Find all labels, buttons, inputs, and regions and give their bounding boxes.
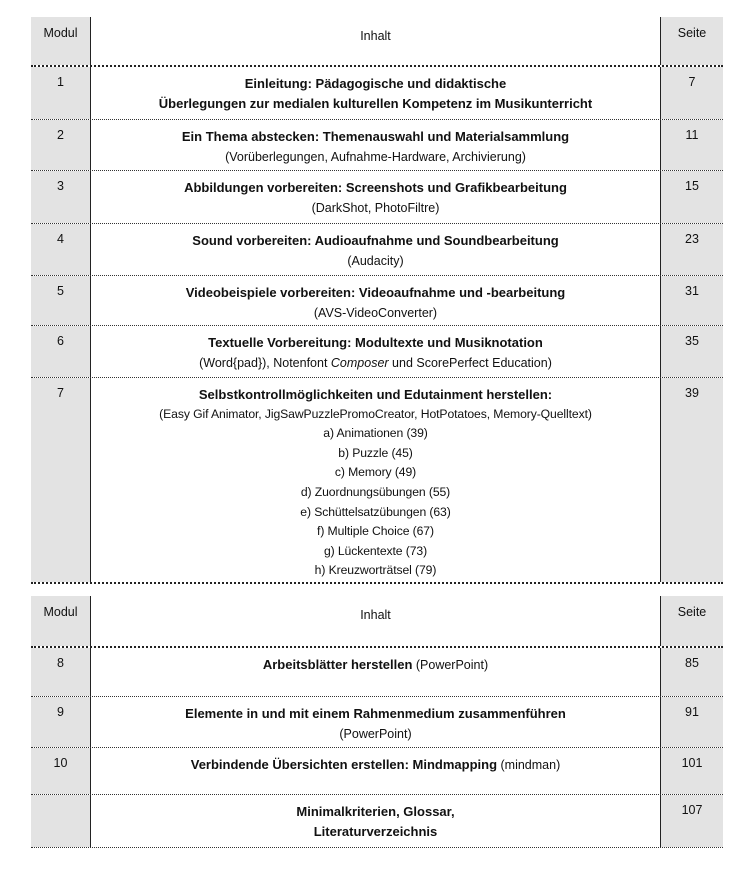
row-title: Elemente in und mit einem Rahmenmedium zusammenführen <box>185 706 566 721</box>
list-item: g) Lückentexte (73) <box>323 543 428 558</box>
row-title: Selbstkontrollmöglichkeiten und Edutainment herstellen: <box>198 387 553 402</box>
list-item: h) Kreuzworträtsel (79) <box>314 563 437 578</box>
modul-number: 7 <box>31 378 91 582</box>
row-title-line <box>91 755 660 775</box>
row-content <box>91 67 660 119</box>
modul-number: 2 <box>31 120 91 170</box>
row-subtitle <box>91 353 660 373</box>
modul-number: 3 <box>31 171 91 223</box>
row-title: Sound vorbereiten: Audioaufnahme und Soundbearbeitung <box>192 233 559 248</box>
page-number: 31 <box>660 276 723 325</box>
toc-table-2 <box>31 596 723 848</box>
row-content <box>91 378 660 582</box>
page-number: 35 <box>660 326 723 377</box>
row-subtitle: (DarkShot, PhotoFiltre) <box>311 201 440 215</box>
row-content <box>91 120 660 170</box>
modul-number: 5 <box>31 276 91 325</box>
table-row <box>31 276 723 325</box>
divider <box>31 582 723 584</box>
row-title: Verbindende Übersichten erstellen: Mindmapping <box>190 757 498 772</box>
list-item: e) Schüttelsatzübungen (63) <box>300 504 451 519</box>
page-number: 85 <box>660 648 723 696</box>
list-item: b) Puzzle (45) <box>338 445 413 460</box>
page-number: 91 <box>660 697 723 747</box>
table-row <box>31 795 723 847</box>
modul-number: 4 <box>31 224 91 275</box>
table-header <box>31 596 723 646</box>
table-row <box>31 648 723 696</box>
header-modul: Modul <box>31 17 91 65</box>
row-title: Literaturverzeichnis <box>313 824 438 839</box>
page-number: 101 <box>660 748 723 794</box>
table-row <box>31 67 723 119</box>
header-seite: Seite <box>660 17 723 65</box>
modul-number: 6 <box>31 326 91 377</box>
row-content <box>91 697 660 747</box>
row-title: Ein Thema abstecken: Themenauswahl und Materialsammlung <box>181 129 570 144</box>
row-content <box>91 795 660 847</box>
page-number: 7 <box>660 67 723 119</box>
page-number: 107 <box>660 795 723 847</box>
row-title: Überlegungen zur medialen kulturellen Kompetenz im Musikunterricht <box>158 96 593 111</box>
subtitle-italic-part: Composer <box>330 356 389 370</box>
row-content <box>91 326 660 377</box>
modul-number <box>31 795 91 847</box>
row-content <box>91 276 660 325</box>
table-row <box>31 378 723 582</box>
toc-table-1 <box>31 17 723 584</box>
table-row <box>31 171 723 223</box>
table-row <box>31 120 723 170</box>
modul-number: 8 <box>31 648 91 696</box>
table-row <box>31 748 723 794</box>
row-subtitle: (AVS-VideoConverter) <box>313 306 438 320</box>
row-title: Abbildungen vorbereiten: Screenshots und Grafikbearbeitung <box>184 180 567 195</box>
row-title-tail: (mindman) <box>497 758 561 772</box>
row-content <box>91 748 660 794</box>
page-number: 23 <box>660 224 723 275</box>
page-number: 11 <box>660 120 723 170</box>
row-title: Textuelle Vorbereitung: Modultexte und Musiknotation <box>208 335 543 350</box>
row-title: Einleitung: Pädagogische und didaktische <box>244 76 507 91</box>
divider <box>31 847 723 848</box>
header-seite: Seite <box>660 596 723 646</box>
row-subtitle: (Audacity) <box>347 254 404 268</box>
modul-number: 10 <box>31 748 91 794</box>
subtitle-part: (Word{pad}), Notenfont <box>199 356 331 370</box>
row-title-tail: (PowerPoint) <box>412 658 489 672</box>
table-row <box>31 697 723 747</box>
list-item: f) Multiple Choice (67) <box>317 524 434 539</box>
row-subtitle: (Vorüberlegungen, Aufnahme-Hardware, Archivierung) <box>225 150 526 164</box>
list-item: a) Animationen (39) <box>323 426 428 441</box>
row-title-line <box>91 655 660 675</box>
list-item: c) Memory (49) <box>334 465 417 480</box>
row-title: Videobeispiele vorbereiten: Videoaufnahme und -bearbeitung <box>185 285 566 300</box>
row-title: Minimalkriterien, Glossar, <box>296 804 455 819</box>
list-item: d) Zuordnungsübungen (55) <box>300 484 451 499</box>
table-header <box>31 17 723 65</box>
row-content <box>91 648 660 696</box>
row-subtitle: (PowerPoint) <box>339 727 412 741</box>
table-row <box>31 326 723 377</box>
header-inhalt: Inhalt <box>360 29 391 43</box>
header-modul: Modul <box>31 596 91 646</box>
row-subtitle: (Easy Gif Animator, JigSawPuzzlePromoCreator, HotPotatoes, Memory-Quelltext) <box>159 406 592 421</box>
header-inhalt: Inhalt <box>360 608 391 622</box>
row-content <box>91 171 660 223</box>
row-content <box>91 224 660 275</box>
modul-number: 1 <box>31 67 91 119</box>
row-title: Arbeitsblätter herstellen <box>262 657 413 672</box>
modul-number: 9 <box>31 697 91 747</box>
page-number: 15 <box>660 171 723 223</box>
table-row <box>31 224 723 275</box>
subtitle-part: und ScorePerfect Education) <box>388 356 552 370</box>
page-number: 39 <box>660 378 723 582</box>
